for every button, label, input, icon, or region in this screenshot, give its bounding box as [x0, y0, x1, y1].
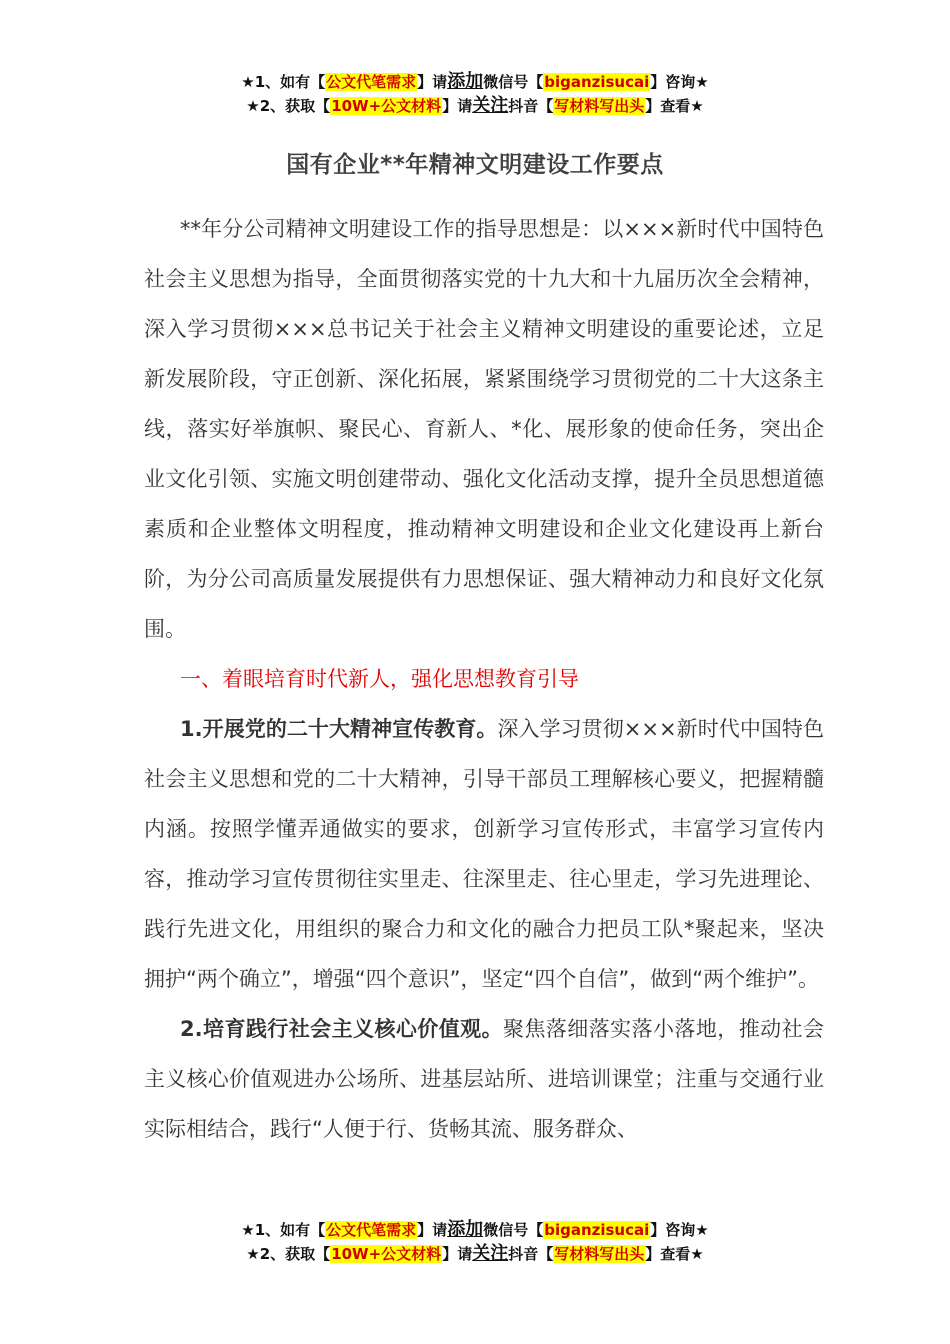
star-icon: ★ — [241, 73, 255, 91]
promo-highlight: 公文代笔需求 — [326, 73, 417, 91]
item-text: 深入学习贯彻×××新时代中国特色社会主义思想和党的二十大精神，引导干部员工理解核心要义，把握精髓内涵。按照学懂弄通做实的要求，创新学习宣传形式，丰富学习宣传内容，推动学习宣传贯彻往实里走、往深里走、往心里走，学习先进理论、践行先进文化，用组织的聚合力和文化的融合力把员工队*聚起来，坚决拥护“两个确立”，增强“四个意识”，坚定“四个自信”，做到“两个维护”。 — [144, 717, 824, 991]
promo-line-1 — [0, 1218, 950, 1242]
promo-line-2 — [0, 1242, 950, 1266]
document-title: 国有企业**年精神文明建设工作要点 — [286, 152, 664, 178]
item-lead: 1.开展党的二十大精神宣传教育。 — [180, 717, 498, 741]
item-paragraph-2 — [144, 1004, 824, 1154]
promo-text: 】请 — [417, 73, 448, 91]
promo-text: 微信号【 — [483, 1221, 544, 1239]
promo-banner-top — [0, 70, 950, 118]
promo-text: 】查看★ — [645, 97, 704, 115]
promo-highlight: 写材料写出头 — [554, 97, 645, 115]
intro-paragraph: **年分公司精神文明建设工作的指导思想是：以×××新时代中国特色社会主义思想为指导，全面贯彻落实党的十九大和十九届历次全会精神，深入学习贯彻×××总书记关于社会主义精神文明建设的重要论述，立足新发展阶段，守正创新、深化拓展，紧紧围绕学习贯彻党的二十大这条主线，落实好举旗帜、聚民心、育新人、*化、展形象的使命任务，突出企业文化引领、实施文明创建带动、强化文化活动支撑，提升全员思想道德素质和企业整体文明程度，推动精神文明建设和企业文化建设再上新台阶，为分公司高质量发展提供有力思想保证、强大精神动力和良好文化氛围。 — [144, 217, 824, 641]
item-paragraph-1 — [144, 704, 824, 1004]
promo-emphasis: 添加 — [447, 71, 484, 92]
promo-text: 】咨询★ — [650, 1221, 709, 1239]
promo-line-2 — [0, 94, 950, 118]
promo-highlight: 写材料写出头 — [554, 1245, 645, 1263]
promo-text: 1、如有【 — [254, 73, 326, 91]
promo-highlight: 公文代笔需求 — [326, 1221, 417, 1239]
section-heading: 一、着眼培育时代新人，强化思想教育引导 — [180, 667, 579, 691]
promo-text: 1、如有【 — [254, 1221, 326, 1239]
promo-highlight: biganzisucai — [544, 1221, 650, 1239]
promo-emphasis: 关注 — [472, 95, 509, 116]
promo-highlight: biganzisucai — [544, 73, 650, 91]
promo-text: 】咨询★ — [650, 73, 709, 91]
star-icon: ★ — [241, 1221, 255, 1239]
promo-text: 2、获取【 — [259, 1245, 331, 1263]
promo-text: 】请 — [442, 1245, 473, 1263]
promo-highlight: 10W+公文材料 — [331, 1245, 442, 1263]
promo-line-1 — [0, 70, 950, 94]
promo-text: 微信号【 — [483, 73, 544, 91]
promo-text: 】查看★ — [645, 1245, 704, 1263]
promo-text: 】请 — [417, 1221, 448, 1239]
promo-highlight: 10W+公文材料 — [331, 97, 442, 115]
promo-text: 2、获取【 — [259, 97, 331, 115]
promo-text: 】请 — [442, 97, 473, 115]
document-body — [144, 204, 824, 1154]
promo-text: 抖音【 — [508, 1245, 554, 1263]
star-icon: ★ — [246, 97, 260, 115]
promo-emphasis: 添加 — [447, 1219, 484, 1240]
item-text: 聚焦落细落实落小落地，推动社会主义核心价值观进办公场所、进基层站所、进培训课堂；注重与交通行业实际相结合，践行“人便于行、货畅其流、服务群众、 — [144, 1017, 825, 1141]
promo-emphasis: 关注 — [472, 1243, 509, 1264]
promo-banner-bottom — [0, 1218, 950, 1266]
promo-text: 抖音【 — [508, 97, 554, 115]
item-lead: 2.培育践行社会主义核心价值观。 — [180, 1017, 504, 1041]
star-icon: ★ — [246, 1245, 260, 1263]
